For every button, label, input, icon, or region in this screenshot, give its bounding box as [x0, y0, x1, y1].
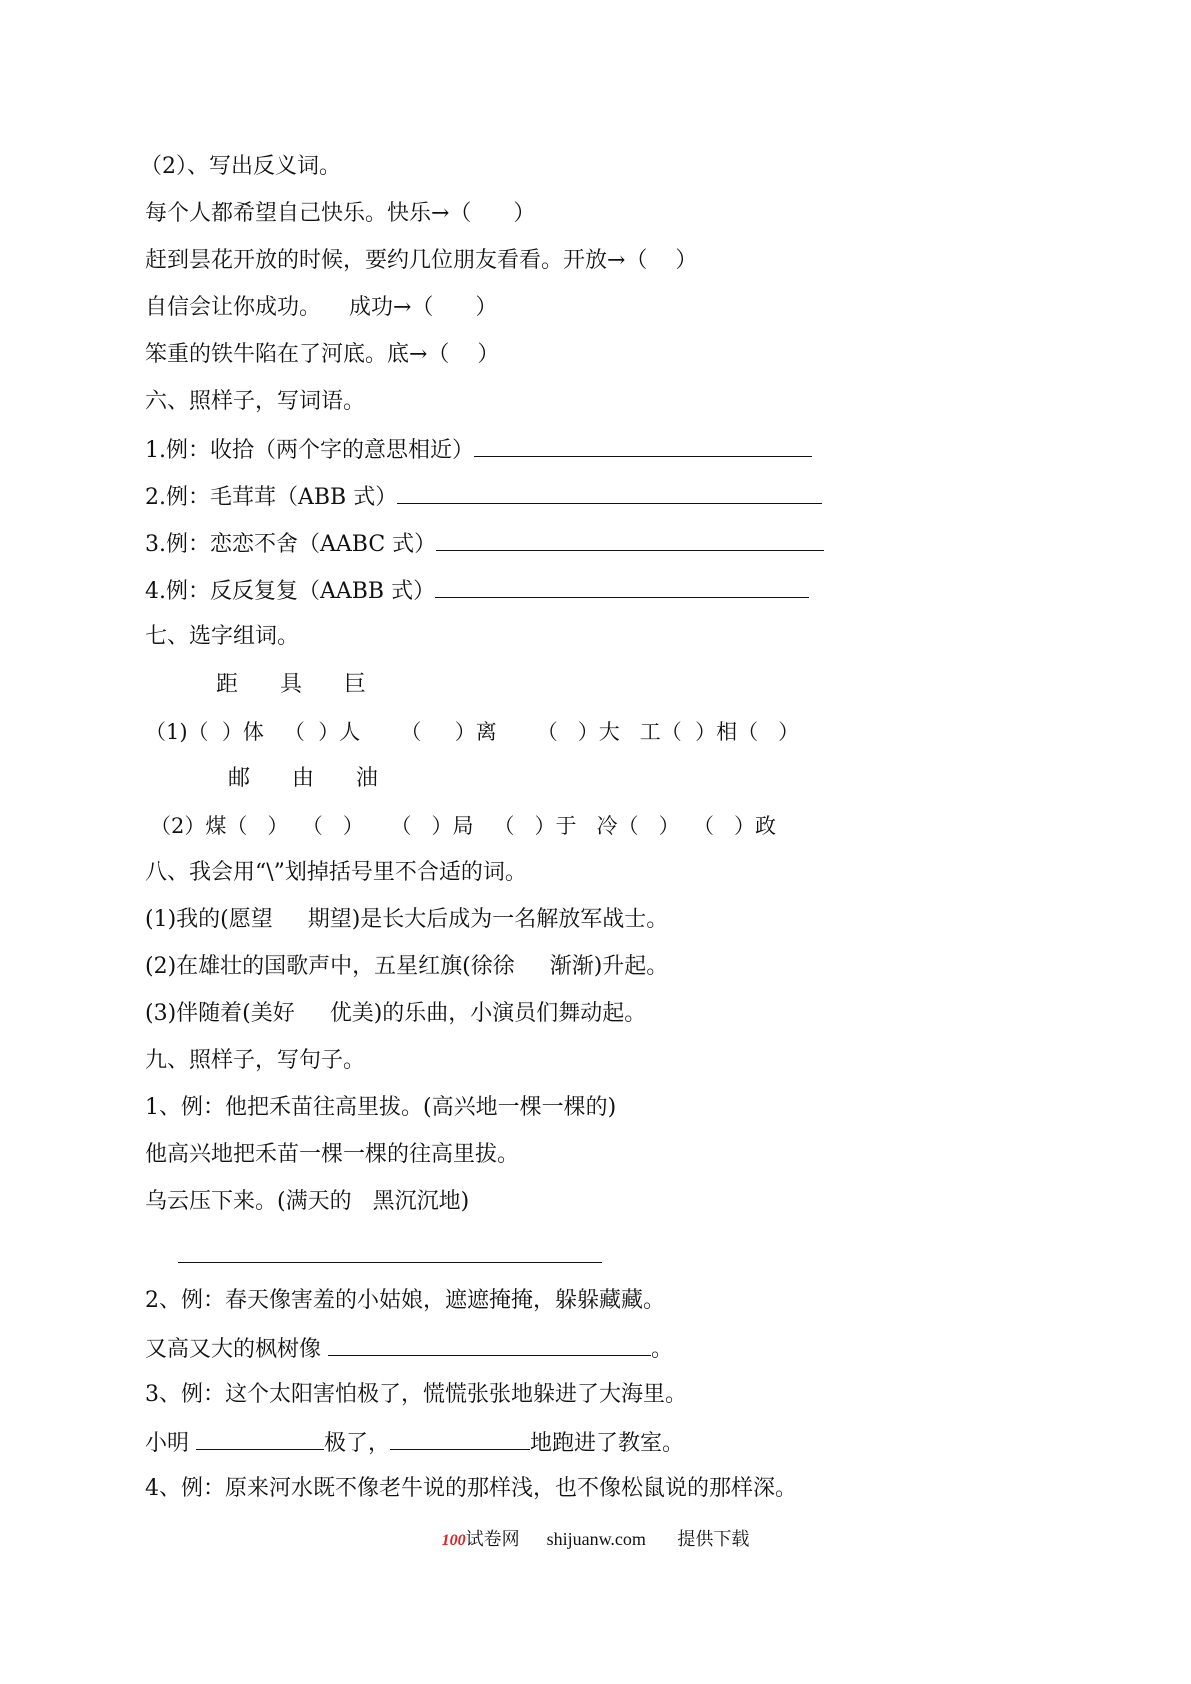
- word-choice-item: (3)伴随着(美好 优美)的乐曲，小演员们舞动起。: [145, 1001, 647, 1026]
- task-text: 极了，: [324, 1431, 391, 1456]
- answer-blank[interactable]: [435, 575, 809, 598]
- word-pattern-item: [145, 528, 824, 560]
- site-logo: 100: [441, 1532, 466, 1549]
- task-text: 小明: [145, 1431, 196, 1456]
- antonym-item: 赶到昙花开放的时候，要约几位朋友看看。开放→（ ）: [145, 248, 698, 273]
- word-pattern-label: 1.例：收拾（两个字的意思相近）: [145, 438, 474, 463]
- word-pattern-item: [145, 575, 809, 607]
- word-formation-row-1: （1)（ ）体 （ ）人 （ ）离 （ ）大 工（ ）相（ ）: [145, 720, 800, 744]
- task-text: 。: [651, 1337, 674, 1362]
- answer-blank[interactable]: [328, 1333, 651, 1356]
- word-pattern-label: 4.例：反反复复（AABB 式）: [145, 579, 436, 604]
- sentence-example: 3、例：这个太阳害怕极了，慌慌张张地躲进了大海里。: [145, 1382, 687, 1407]
- site-name: 试卷网: [465, 1529, 520, 1549]
- answer-blank[interactable]: [436, 528, 824, 551]
- sentence-example: 1、例：他把禾苗往高里拔。(高兴地一棵一棵的): [145, 1095, 617, 1120]
- sentence-example: 2、例：春天像害羞的小姑娘，遮遮掩掩，躲躲藏藏。: [145, 1288, 665, 1313]
- word-choice-item: (1)我的(愿望 期望)是长大后成为一名解放军战士。: [145, 907, 669, 932]
- word-pattern-item: [145, 481, 822, 513]
- section-heading-9: 九、照样子，写句子。: [145, 1048, 366, 1073]
- answer-blank[interactable]: [390, 1427, 530, 1450]
- word-pattern-item: [145, 434, 812, 466]
- word-pattern-label: 3.例：恋恋不舍（AABC 式）: [145, 532, 437, 557]
- word-formation-row-2: （2）煤（ ） （ ） （ ）局 （ ）于 冷（ ） （ ）政: [150, 814, 776, 838]
- task-text: 又高又大的枫树像: [145, 1337, 328, 1362]
- antonym-item: 自信会让你成功。 成功→（ ）: [145, 295, 498, 320]
- answer-blank[interactable]: [196, 1427, 324, 1450]
- site-domain: shijuanw.com: [546, 1529, 646, 1549]
- answer-blank[interactable]: [178, 1262, 602, 1263]
- footer-tagline: 提供下载: [677, 1529, 750, 1549]
- section-heading-8: 八、我会用“\”划掉括号里不合适的词。: [145, 860, 527, 885]
- sentence-task: 乌云压下来。(满天的 黑沉沉地): [145, 1189, 470, 1214]
- char-options-2: 邮 由 油: [228, 766, 378, 791]
- section-heading-7: 七、选字组词。: [145, 624, 300, 649]
- antonym-item: 每个人都希望自己快乐。快乐→（ ）: [145, 201, 536, 226]
- page-footer: [0, 1525, 1191, 1551]
- answer-blank[interactable]: [474, 434, 812, 457]
- section-heading-6: 六、照样子，写词语。: [145, 389, 366, 414]
- sentence-example-answer: 他高兴地把禾苗一棵一棵的往高里拔。: [145, 1142, 520, 1167]
- word-choice-item: (2)在雄壮的国歌声中，五星红旗(徐徐 渐渐)升起。: [145, 954, 669, 979]
- section-heading-antonyms: （2）、写出反义词。: [140, 154, 341, 179]
- task-text: 地跑进了教室。: [530, 1431, 685, 1456]
- char-options-1: 距 具 巨: [216, 672, 366, 697]
- word-pattern-label: 2.例：毛茸茸（ABB 式）: [145, 485, 398, 510]
- sentence-task: [145, 1333, 673, 1365]
- antonym-item: 笨重的铁牛陷在了河底。底→（ ）: [145, 342, 500, 367]
- answer-blank[interactable]: [397, 481, 822, 504]
- sentence-task: [145, 1427, 684, 1459]
- sentence-example: 4、例：原来河水既不像老牛说的那样浅，也不像松鼠说的那样深。: [145, 1476, 797, 1501]
